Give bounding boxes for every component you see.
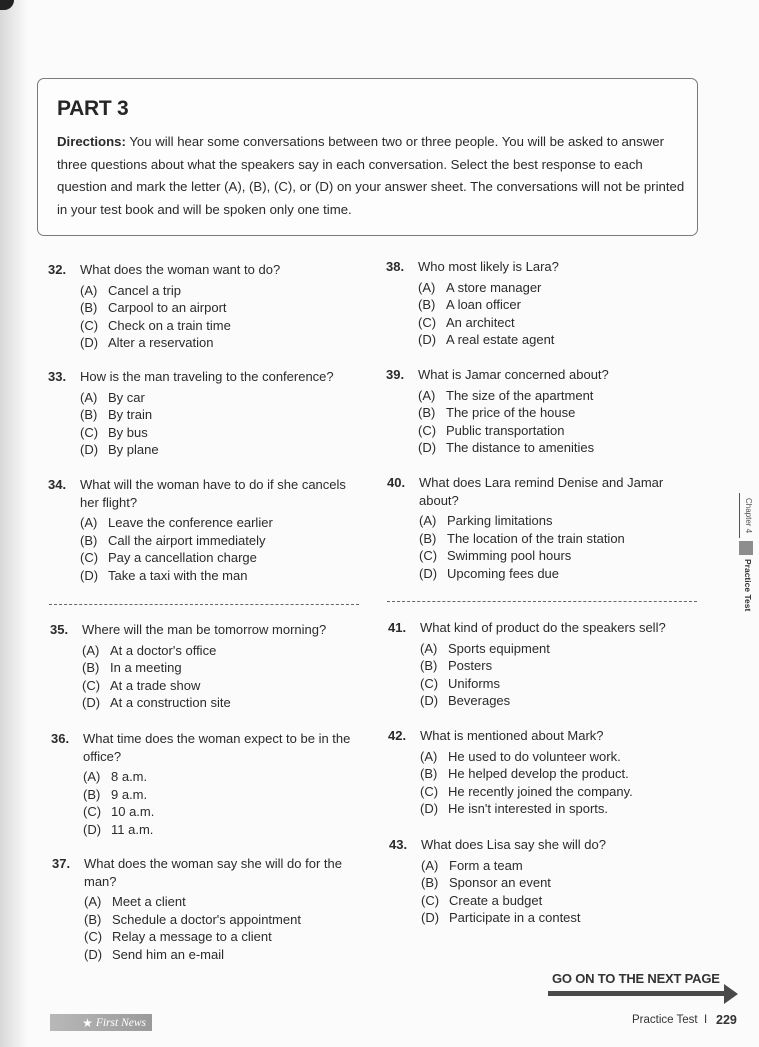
option-text: Leave the conference earlier bbox=[108, 515, 273, 531]
directions-box bbox=[37, 78, 698, 236]
directions-label: Directions: bbox=[57, 134, 126, 149]
option-letter: (B) bbox=[84, 911, 102, 927]
option-a bbox=[420, 640, 703, 658]
question-text: What kind of product do the speakers sell? bbox=[420, 620, 666, 635]
option-letter: (C) bbox=[420, 675, 439, 691]
question-number: 43. bbox=[389, 837, 408, 852]
option-text: 8 a.m. bbox=[111, 769, 148, 785]
option-letter: (A) bbox=[418, 387, 436, 403]
option-letter: (B) bbox=[82, 660, 100, 676]
question-text: What time does the woman expect to be in the office? bbox=[83, 731, 351, 764]
option-d bbox=[80, 441, 363, 459]
option-c bbox=[418, 422, 701, 440]
question-text: What is mentioned about Mark? bbox=[420, 728, 604, 743]
question-number: 32. bbox=[48, 262, 67, 277]
option-a bbox=[84, 893, 362, 911]
option-text: Uniforms bbox=[448, 675, 501, 691]
option-letter: (D) bbox=[418, 332, 437, 348]
question-text: How is the man traveling to the conference? bbox=[80, 369, 334, 384]
directions-text bbox=[57, 131, 687, 221]
star-icon: ★ bbox=[82, 1015, 93, 1030]
option-b bbox=[420, 765, 703, 783]
option-letter: (C) bbox=[83, 804, 102, 820]
question-number: 33. bbox=[48, 369, 67, 384]
option-letter: (B) bbox=[421, 875, 439, 891]
option-a bbox=[80, 389, 363, 407]
option-letter: (D) bbox=[80, 335, 99, 351]
option-c bbox=[82, 677, 365, 695]
option-a bbox=[80, 282, 363, 300]
question-38 bbox=[386, 258, 701, 349]
option-text: A real estate agent bbox=[446, 332, 555, 348]
option-text: Send him an e-mail bbox=[112, 946, 224, 962]
question-text: What does the woman say she will do for the man? bbox=[84, 856, 342, 889]
question-number: 38. bbox=[386, 259, 405, 274]
option-text: The location of the train station bbox=[447, 530, 625, 546]
option-letter: (C) bbox=[418, 314, 437, 330]
option-a bbox=[421, 857, 704, 875]
page-number: 229 bbox=[716, 1013, 737, 1027]
option-c bbox=[84, 928, 362, 946]
option-letter: (A) bbox=[80, 515, 98, 531]
option-text: At a doctor's office bbox=[110, 642, 217, 658]
option-letter: (C) bbox=[421, 892, 440, 908]
option-text: At a construction site bbox=[110, 695, 231, 711]
option-letter: (D) bbox=[420, 801, 439, 817]
option-b bbox=[418, 404, 701, 422]
question-text: What does Lisa say she will do? bbox=[421, 837, 606, 852]
option-letter: (C) bbox=[84, 929, 103, 945]
chapter-side-tab bbox=[739, 493, 753, 623]
option-d bbox=[80, 567, 368, 585]
option-a bbox=[418, 387, 701, 405]
option-a bbox=[80, 514, 368, 532]
option-letter: (A) bbox=[421, 857, 439, 873]
option-text: An architect bbox=[446, 314, 515, 330]
option-letter: (C) bbox=[418, 422, 437, 438]
option-letter: (B) bbox=[419, 530, 437, 546]
option-letter: (C) bbox=[420, 783, 439, 799]
option-text: Sports equipment bbox=[448, 640, 550, 656]
option-text: Sponsor an event bbox=[449, 875, 551, 891]
option-text: Cancel a trip bbox=[108, 282, 181, 298]
option-c bbox=[419, 547, 687, 565]
option-b bbox=[419, 530, 687, 548]
option-letter: (D) bbox=[420, 693, 439, 709]
option-text: Carpool to an airport bbox=[108, 300, 227, 316]
option-text: By car bbox=[108, 389, 145, 405]
option-c bbox=[80, 317, 363, 335]
option-text: In a meeting bbox=[110, 660, 182, 676]
question-37 bbox=[52, 855, 362, 964]
option-text: Parking limitations bbox=[447, 513, 553, 529]
question-39 bbox=[386, 366, 701, 457]
option-text: At a trade show bbox=[110, 677, 201, 693]
option-letter: (D) bbox=[421, 910, 440, 926]
question-40 bbox=[387, 474, 687, 583]
option-d bbox=[418, 331, 701, 349]
option-d bbox=[83, 821, 351, 839]
option-text: Pay a cancellation charge bbox=[108, 550, 257, 566]
question-text: Where will the man be tomorrow morning? bbox=[82, 622, 327, 637]
option-letter: (B) bbox=[80, 407, 98, 423]
option-letter: (D) bbox=[80, 567, 99, 583]
option-c bbox=[421, 892, 704, 910]
option-b bbox=[80, 299, 363, 317]
question-43 bbox=[389, 836, 704, 927]
part-title: PART 3 bbox=[57, 97, 129, 120]
option-b bbox=[80, 532, 368, 550]
option-letter: (B) bbox=[80, 532, 98, 548]
section-divider bbox=[387, 601, 697, 602]
arrow-head-icon bbox=[724, 984, 738, 1004]
option-letter: (C) bbox=[80, 424, 99, 440]
option-b bbox=[84, 911, 362, 929]
question-number: 42. bbox=[388, 728, 407, 743]
option-a bbox=[419, 512, 687, 530]
question-number: 34. bbox=[48, 477, 67, 492]
footer-section: Practice Test bbox=[632, 1014, 698, 1026]
option-a bbox=[82, 642, 365, 660]
question-text: What does the woman want to do? bbox=[80, 262, 281, 277]
question-number: 37. bbox=[52, 856, 71, 871]
option-letter: (A) bbox=[419, 513, 437, 529]
option-text: Participate in a contest bbox=[449, 910, 581, 926]
option-letter: (D) bbox=[80, 442, 99, 458]
option-text: The size of the apartment bbox=[446, 387, 594, 403]
option-b bbox=[82, 659, 365, 677]
next-page-label: GO ON TO THE NEXT PAGE bbox=[552, 971, 720, 986]
option-letter: (A) bbox=[418, 279, 436, 295]
option-letter: (A) bbox=[80, 389, 98, 405]
side-tab-chapter: Chapter 4 bbox=[739, 493, 753, 538]
option-text: He recently joined the company. bbox=[448, 783, 633, 799]
option-text: By train bbox=[108, 407, 153, 423]
question-36 bbox=[51, 730, 351, 839]
page-edge-shadow bbox=[0, 0, 28, 1047]
question-number: 35. bbox=[50, 622, 69, 637]
option-c bbox=[420, 783, 703, 801]
option-text: Upcoming fees due bbox=[447, 565, 560, 581]
option-text: Form a team bbox=[449, 857, 523, 873]
option-text: Alter a reservation bbox=[108, 335, 214, 351]
option-letter: (D) bbox=[418, 440, 437, 456]
option-letter: (A) bbox=[83, 769, 101, 785]
option-letter: (B) bbox=[420, 766, 438, 782]
question-41 bbox=[388, 619, 703, 710]
option-letter: (B) bbox=[420, 658, 438, 674]
option-text: He used to do volunteer work. bbox=[448, 748, 621, 764]
option-d bbox=[420, 800, 703, 818]
option-text: Schedule a doctor's appointment bbox=[112, 911, 301, 927]
option-letter: (C) bbox=[80, 550, 99, 566]
option-text: Relay a message to a client bbox=[112, 929, 272, 945]
question-text: What is Jamar concerned about? bbox=[418, 367, 609, 382]
option-letter: (C) bbox=[80, 317, 99, 333]
option-text: By plane bbox=[108, 442, 159, 458]
question-text: What does Lara remind Denise and Jamar about? bbox=[419, 475, 664, 508]
question-text: Who most likely is Lara? bbox=[418, 259, 559, 274]
option-letter: (A) bbox=[420, 640, 438, 656]
option-letter: (B) bbox=[83, 786, 101, 802]
option-d bbox=[421, 909, 704, 927]
option-letter: (D) bbox=[419, 565, 438, 581]
question-text: What will the woman have to do if she cancels her flight? bbox=[80, 477, 346, 510]
question-32 bbox=[48, 261, 363, 352]
option-letter: (B) bbox=[80, 300, 98, 316]
option-text: Take a taxi with the man bbox=[108, 567, 248, 583]
option-b bbox=[80, 406, 363, 424]
option-text: Swimming pool hours bbox=[447, 548, 572, 564]
option-text: Call the airport immediately bbox=[108, 532, 266, 548]
option-c bbox=[418, 314, 701, 332]
option-letter: (A) bbox=[420, 748, 438, 764]
option-c bbox=[80, 549, 368, 567]
option-d bbox=[82, 694, 365, 712]
arrow-right-icon bbox=[548, 991, 726, 996]
option-text: Create a budget bbox=[449, 892, 543, 908]
question-number: 36. bbox=[51, 731, 70, 746]
option-c bbox=[80, 424, 363, 442]
option-letter: (D) bbox=[82, 695, 101, 711]
option-text: By bus bbox=[108, 424, 148, 440]
question-35 bbox=[50, 621, 365, 712]
option-b bbox=[83, 786, 351, 804]
option-letter: (B) bbox=[418, 405, 436, 421]
question-number: 40. bbox=[387, 475, 406, 490]
option-text: A store manager bbox=[446, 279, 542, 295]
option-text: Beverages bbox=[448, 693, 511, 709]
option-d bbox=[420, 692, 703, 710]
option-d bbox=[419, 565, 687, 583]
option-letter: (C) bbox=[82, 677, 101, 693]
option-text: He isn't interested in sports. bbox=[448, 801, 608, 817]
option-b bbox=[418, 296, 701, 314]
option-text: A loan officer bbox=[446, 297, 521, 313]
option-letter: (A) bbox=[84, 894, 102, 910]
side-tab-section: Practice Test bbox=[743, 559, 753, 612]
option-a bbox=[420, 748, 703, 766]
option-c bbox=[420, 675, 703, 693]
option-a bbox=[83, 768, 351, 786]
option-d bbox=[418, 439, 701, 457]
question-34 bbox=[48, 476, 368, 585]
option-text: 11 a.m. bbox=[111, 821, 154, 837]
option-text: The price of the house bbox=[446, 405, 576, 421]
section-divider bbox=[49, 604, 359, 605]
publisher-logo bbox=[50, 1014, 152, 1031]
question-33 bbox=[48, 368, 363, 459]
option-letter: (B) bbox=[418, 297, 436, 313]
option-letter: (C) bbox=[419, 548, 438, 564]
option-d bbox=[80, 334, 363, 352]
option-text: 10 a.m. bbox=[111, 804, 155, 820]
option-text: 9 a.m. bbox=[111, 786, 148, 802]
option-letter: (A) bbox=[82, 642, 100, 658]
option-text: Meet a client bbox=[112, 894, 186, 910]
option-c bbox=[83, 803, 351, 821]
option-text: He helped develop the product. bbox=[448, 766, 629, 782]
option-text: Check on a train time bbox=[108, 317, 231, 333]
side-tab-marker bbox=[739, 541, 753, 555]
option-d bbox=[84, 946, 362, 964]
option-letter: (D) bbox=[83, 821, 102, 837]
option-b bbox=[421, 874, 704, 892]
option-text: The distance to amenities bbox=[446, 440, 595, 456]
directions-body: You will hear some conversations between two or three people. You will be asked to answer three questions about what the speakers say in each conversation. Select the best response to each question and mark the letter (A), (B), (C), or (D) on your answer sheet. The conversations will not be printed in your test book and will be spoken only one time. bbox=[57, 134, 685, 217]
option-text: Public transportation bbox=[446, 422, 565, 438]
option-b bbox=[420, 657, 703, 675]
option-a bbox=[418, 279, 701, 297]
question-number: 41. bbox=[388, 620, 407, 635]
logo-text: First News bbox=[95, 1016, 146, 1029]
question-number: 39. bbox=[386, 367, 405, 382]
footer-separator: I bbox=[704, 1014, 708, 1026]
option-text: Posters bbox=[448, 658, 493, 674]
question-42 bbox=[388, 727, 703, 818]
option-letter: (D) bbox=[84, 946, 103, 962]
option-letter: (A) bbox=[80, 282, 98, 298]
